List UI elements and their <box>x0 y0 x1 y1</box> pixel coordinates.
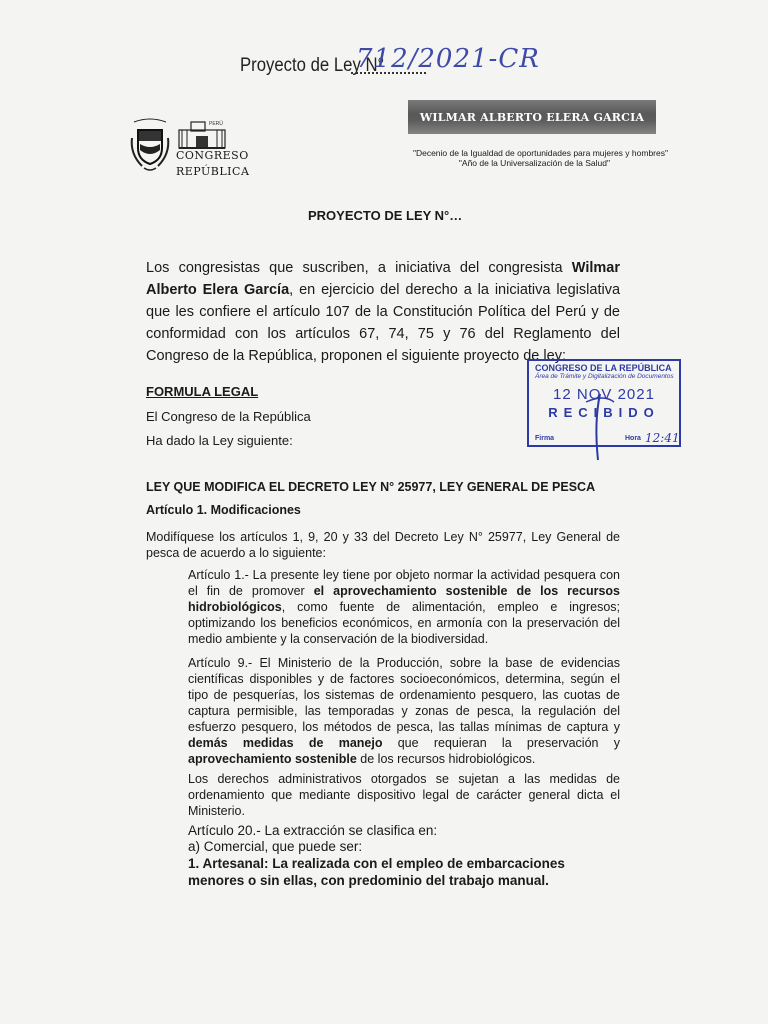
stamp-received: RECIBIDO <box>548 405 660 420</box>
year-motto: "Año de la Universalización de la Salud" <box>458 158 610 168</box>
congreso-logo-text <box>176 150 249 177</box>
art20-artesanal: 1. Artesanal: La realizada con el empleo de embarcaciones menores o sin ellas, con predominio del trabajo manual. <box>188 856 565 888</box>
formula-heading: FORMULA LEGAL <box>146 384 259 399</box>
art9-text-1: Artículo 9.- El Ministerio de la Producción, sobre la base de evidencias científicas disponibles y de factores socioeconómicos, determina, según el tipo de pesquerías, los sistemas de ordenamiento pesquero, las cuotas de captura permisible, las temporadas y zonas de pesca, la regulación del esfuerzo pesquero, los métodos de pesca, las tallas mínimas de captura y <box>188 656 620 734</box>
stamp-hora-value: 12:41 <box>645 431 680 445</box>
stamp-hora: Hora <box>625 435 641 442</box>
congreso-line1: CONGRESO <box>176 149 249 162</box>
stamp-line2: Área de Trámite y Digitalización de Documentos <box>535 373 674 380</box>
author-name-band: WILMAR ALBERTO ELERA GARCIA <box>408 100 656 134</box>
stamp-date: 12 NOV 2021 <box>553 386 655 403</box>
art9-paragraph <box>188 655 620 767</box>
intro-text-1: Los congresistas que suscriben, a iniciativa del congresista <box>146 260 572 276</box>
article1-intro: Modifíquese los artículos 1, 9, 20 y 33 del Decreto Ley N° 25977, Ley General de pesca de acuerdo a lo siguiente: <box>146 530 620 560</box>
art1-text-1: Artículo 1.- La presente ley tiene por objeto normar la actividad pesquera con el fin de promover <box>188 568 620 598</box>
decenio-motto: "Decenio de la Igualdad de oportunidades para mujeres y hombres" <box>412 148 668 158</box>
article1-heading: Artículo 1. Modificaciones <box>146 503 301 517</box>
peru-coat-of-arms-icon <box>128 118 172 176</box>
congreso-line2: REPÚBLICA <box>176 165 250 178</box>
doc-title: PROYECTO DE LEY N°… <box>308 208 463 223</box>
bill-number-label: Proyecto de Ley N° <box>240 55 385 76</box>
art9-text-3: de los recursos hidrobiológicos. <box>356 752 536 766</box>
art1-bold: el aprovechamiento sostenible de los recursos hidrobiológicos <box>188 584 620 614</box>
art20-line1: Artículo 20.- La extracción se clasifica en: <box>188 823 438 838</box>
stamp-firma: Firma <box>535 435 555 442</box>
art1-text-2: , como fuente de alimentación, empleo e ingresos; optimizando los beneficios económicos, en armonía con la preservación del medio ambiente y la conservación de la biodiversidad. <box>188 600 620 646</box>
intro-paragraph <box>146 257 620 367</box>
art20-line2: a) Comercial, que puede ser: <box>188 839 363 854</box>
formula-line1: El Congreso de la República <box>146 409 311 424</box>
handwritten-bill-number: 712/2021-CR <box>356 44 540 74</box>
law-title: LEY QUE MODIFICA EL DECRETO LEY N° 25977, LEY GENERAL DE PESCA <box>146 480 596 494</box>
art9-bold-1: demás medidas de manejo <box>188 736 383 750</box>
formula-line2: Ha dado la Ley siguiente: <box>146 433 293 448</box>
intro-author-name: Wilmar Alberto Elera García <box>146 260 620 298</box>
congreso-building-icon <box>177 118 227 150</box>
logo-peru-text: PERÚ <box>209 121 223 127</box>
art9-text-2: que requieran la preservación y <box>382 736 621 750</box>
handwritten-signature <box>580 392 620 462</box>
art1-paragraph <box>188 567 620 647</box>
intro-text-2: , en ejercicio del derecho a la iniciativa legislativa que les confiere el artículo 107 de la Constitución Política del Perú y de conformidad con los artículos 67, 74, 75 y 76 del Reglamento del Congreso de la República, proponen el siguiente proyecto de ley: <box>146 282 621 364</box>
art9-bold-2: aprovechamiento sostenible <box>188 752 357 766</box>
stamp-line1: CONGRESO DE LA REPÚBLICA <box>535 363 672 373</box>
derechos-paragraph: Los derechos administrativos otorgados se sujetan a las medidas de ordenamiento que mediante dispositivo legal de carácter general dicta el Ministerio. <box>188 772 620 818</box>
